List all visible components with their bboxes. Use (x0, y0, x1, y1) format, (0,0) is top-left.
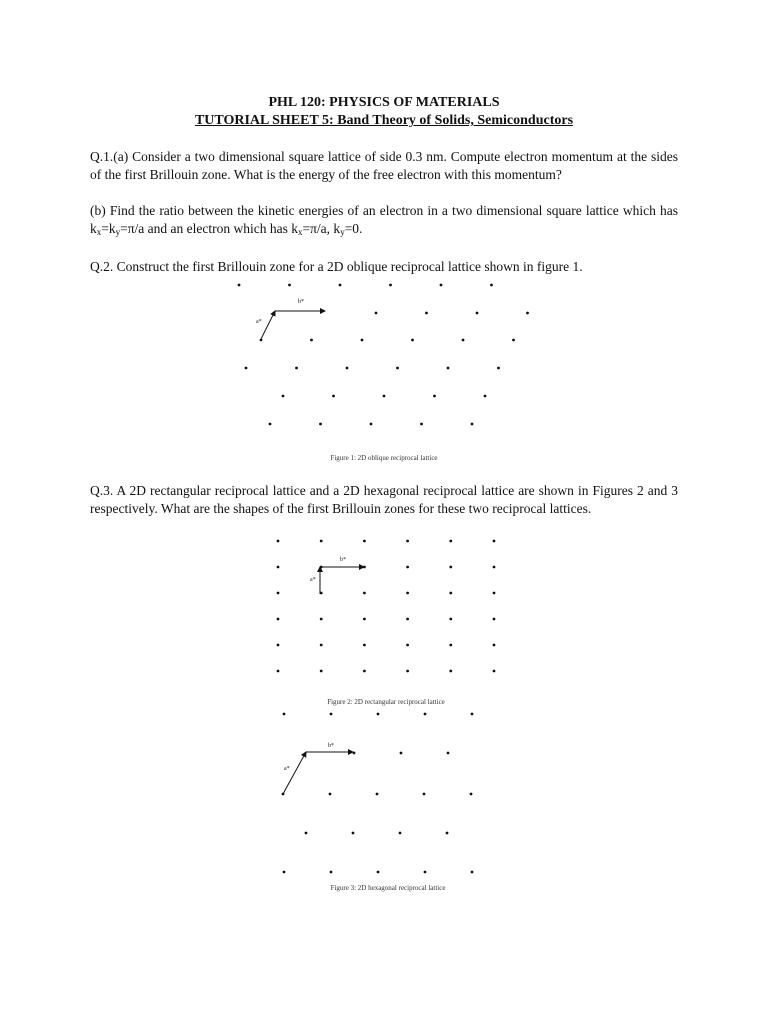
lattice-point (425, 312, 428, 315)
lattice-point (282, 793, 285, 796)
lattice-point (363, 670, 366, 673)
lattice-point (238, 284, 241, 287)
lattice-point (332, 395, 335, 398)
a-star-vector (283, 752, 306, 794)
lattice-point (282, 395, 285, 398)
lattice-point (260, 339, 263, 342)
lattice-point (363, 644, 366, 647)
lattice-point (406, 540, 409, 543)
lattice-point (471, 423, 474, 426)
lattice-point (375, 312, 378, 315)
lattice-point (277, 618, 280, 621)
lattice-point (330, 713, 333, 716)
lattice-point (490, 284, 493, 287)
lattice-point (277, 566, 280, 569)
lattice-point (449, 540, 452, 543)
lattice-point (320, 644, 323, 647)
lattice-point (339, 284, 342, 287)
lattice-point (305, 832, 308, 835)
lattice-point (462, 339, 465, 342)
question-1a: Q.1.(a) Consider a two dimensional square lattice of side 0.3 nm. Compute electron momentum at the sides of the first Brillouin zone. What is the energy of the free electron with this momentum? (90, 149, 678, 182)
lattice-point (320, 540, 323, 543)
lattice-point (433, 395, 436, 398)
lattice-point (406, 670, 409, 673)
lattice-point (277, 670, 280, 673)
figure-1-caption: Figure 1: 2D oblique reciprocal lattice (330, 454, 438, 462)
lattice-point (446, 832, 449, 835)
lattice-point (447, 752, 450, 755)
lattice-point (377, 871, 380, 874)
lattice-point (376, 793, 379, 796)
lattice-point (449, 644, 452, 647)
lattice-point (497, 367, 500, 370)
lattice-point (476, 312, 479, 315)
lattice-point (470, 793, 473, 796)
b-star-label: b* (328, 743, 334, 749)
course-title: PHL 120: PHYSICS OF MATERIALS (268, 95, 500, 110)
lattice-point (493, 566, 496, 569)
lattice-point (330, 871, 333, 874)
lattice-point (424, 713, 427, 716)
q1b-text: (b) Find the ratio between the kinetic energies of an electron in a two dimensional square lattice which has k (90, 203, 678, 236)
sub-x: x (298, 227, 303, 237)
lattice-point (363, 592, 366, 595)
lattice-point (471, 713, 474, 716)
lattice-point (295, 367, 298, 370)
question-3: Q.3. A 2D rectangular reciprocal lattice and a 2D hexagonal reciprocal lattice are shown in Figures 2 and 3 respectively. What are the shapes of the first Brillouin zones for these two reciprocal lattices. (90, 483, 678, 516)
lattice-point (383, 395, 386, 398)
lattice-point (493, 592, 496, 595)
lattice-point (377, 713, 380, 716)
lattice-point (288, 284, 291, 287)
lattice-point (493, 618, 496, 621)
lattice-point (396, 367, 399, 370)
lattice-point (363, 618, 366, 621)
lattice-point (245, 367, 248, 370)
lattice-point (484, 395, 487, 398)
lattice-point (406, 644, 409, 647)
lattice-point (329, 793, 332, 796)
q1b-eq: =k (101, 221, 116, 236)
q1b-eq: =π/a and an electron which has k (120, 221, 298, 236)
lattice-point (370, 423, 373, 426)
lattice-point (363, 566, 366, 569)
lattice-point (493, 644, 496, 647)
lattice-point (526, 312, 529, 315)
lattice-point (353, 752, 356, 755)
lattice-point (361, 339, 364, 342)
lattice-point (389, 284, 392, 287)
lattice-point (406, 618, 409, 621)
figure-2-rectangular-lattice (277, 540, 496, 706)
a-star-label: a* (310, 577, 316, 583)
lattice-point (269, 423, 272, 426)
b-star-label: b* (298, 299, 304, 305)
lattice-point (449, 670, 452, 673)
lattice-point (363, 540, 366, 543)
sheet-title: TUTORIAL SHEET 5: Band Theory of Solids, Semiconductors (194, 113, 574, 128)
lattice-point (346, 367, 349, 370)
figure-2-caption: Figure 2: 2D rectangular reciprocal lattice (327, 698, 445, 706)
a-star-label: a* (284, 766, 290, 772)
lattice-point (449, 618, 452, 621)
q1b-eq: =0. (344, 221, 363, 236)
lattice-point (320, 670, 323, 673)
lattice-point (423, 793, 426, 796)
lattice-point (471, 871, 474, 874)
lattice-point (320, 566, 323, 569)
lattice-point (449, 592, 452, 595)
lattice-point (283, 713, 286, 716)
lattice-point (283, 871, 286, 874)
lattice-point (277, 644, 280, 647)
q1b-eq: =π/a, k (302, 221, 341, 236)
lattice-point (320, 618, 323, 621)
lattice-point (310, 339, 313, 342)
lattice-point (320, 592, 323, 595)
lattice-point (512, 339, 515, 342)
question-2: Q.2. Construct the first Brillouin zone for a 2D oblique reciprocal lattice shown in figure 1. (90, 259, 583, 274)
lattice-point (420, 423, 423, 426)
figure-3-hexagonal-lattice (282, 713, 474, 892)
lattice-point (319, 423, 322, 426)
figure-1-oblique-lattice (238, 284, 529, 462)
lattice-point (406, 566, 409, 569)
b-star-label: b* (340, 557, 346, 563)
lattice-point (406, 592, 409, 595)
sub-y: y (340, 227, 345, 237)
lattice-point (493, 670, 496, 673)
lattice-point (424, 871, 427, 874)
lattice-point (277, 592, 280, 595)
lattice-point (400, 752, 403, 755)
lattice-point (399, 832, 402, 835)
lattice-point (277, 540, 280, 543)
lattice-point (440, 284, 443, 287)
sub-x: x (96, 227, 102, 237)
a-star-label: a* (256, 319, 262, 325)
sub-y: y (115, 227, 121, 237)
lattice-point (493, 540, 496, 543)
lattice-point (411, 339, 414, 342)
lattice-point (352, 832, 355, 835)
lattice-point (447, 367, 450, 370)
lattice-point (449, 566, 452, 569)
a-star-vector (261, 311, 275, 339)
figure-3-caption: Figure 3: 2D hexagonal reciprocal lattice (330, 884, 446, 892)
